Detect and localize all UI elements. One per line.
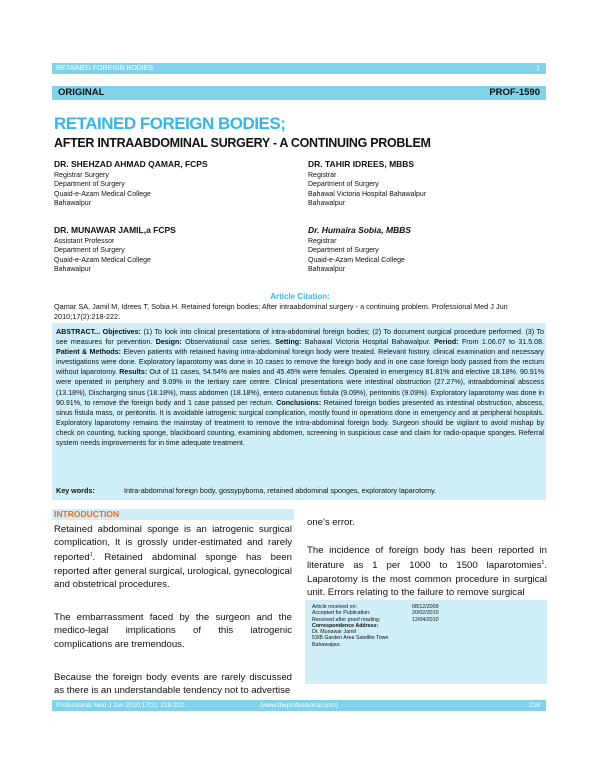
left-column — [54, 523, 292, 710]
info-value: 20/02/2010 — [412, 610, 439, 617]
running-header-bar — [52, 63, 546, 74]
author-affiliation-line: Bahawal Victoria Hospital Bahawalpur — [308, 190, 427, 198]
author-affiliation-line: Department of Surgery — [54, 181, 125, 188]
author-name: Dr. Humaira Sobia, MBBS — [308, 225, 411, 235]
author-block — [54, 226, 176, 275]
paragraph-text: . Laparotomy is the most common procedure in surgical unit. Errors relating to the failure to remove surgical — [307, 560, 547, 598]
reference-marker: 1 — [541, 560, 545, 567]
author-block — [308, 160, 426, 209]
setting-label: Setting: — [275, 338, 302, 347]
article-code: PROF-1590 — [489, 87, 540, 98]
running-page-number: 1 — [536, 65, 540, 72]
author-affiliation-line: Quaid-e-Azam Medical College — [308, 256, 405, 264]
period-label: Period: — [434, 338, 459, 347]
author-affiliation-line: Quaid-e-Azam Medical College — [54, 190, 151, 198]
results-text: Out of 11 cases, 54.54% are males and 45.45% were females. Operated in emergency 81.81% and elective 18.18%. 90.91% were operated in periphery and 9.09% in the tertiary care centre. Clinical presentations were intestinal obstruction (27.27%), intraabdominal abscess (13.18%), Discharging sinus (18.18%), mass abdomen (18.18%), entero cutaneous fistula (9.09%), peritonitis (9.09%). Exploratory laparotomy was done in 90.91%, to remove the foreign body and 1 case passed per rectum. — [56, 368, 545, 407]
correspondence-line: Dr. Munawar Jamil — [312, 629, 356, 636]
author-affiliation-line: Bahawalpur — [54, 200, 91, 207]
author-name: DR. SHEHZAD AHMAD QAMAR, FCPS — [54, 159, 208, 169]
period-text: From 1.06.07 to 31.5.08. — [458, 338, 545, 347]
introduction-heading: INTRODUCTION — [52, 509, 294, 520]
article-subtitle: AFTER INTRAABDOMINAL SURGERY - A CONTINUING PROBLEM — [54, 136, 431, 150]
author-affiliation-line: Department of Surgery — [308, 247, 379, 254]
author-name: DR. MUNAWAR JAMIL,a FCPS — [54, 225, 176, 235]
author-block — [54, 160, 208, 209]
abstract — [56, 327, 544, 448]
keywords — [56, 486, 436, 495]
keywords-text: Intra-abdominal foreign body, gossypyboma, retained abdominal sponges, exploratory laparotomy. — [124, 486, 437, 495]
results-label: Results: — [119, 368, 148, 377]
right-column — [307, 516, 547, 612]
paragraph: one's error. — [307, 517, 355, 528]
patients-methods-text: Eleven patients with retained having intra-abdominal foreign body were treated. Relevant history, clinical examination and necessary investigations were done. Exploratory laparotomy was done in 10 cases to remove the foreign body and in one case foreign body passed from the rectum without laparotomy. — [56, 348, 544, 377]
correspondence-line: Bahawalpur. — [312, 641, 342, 648]
patients-methods-label: Patient & Methods: — [56, 348, 122, 357]
author-affiliation-line: Registrar — [308, 171, 337, 179]
paragraph: Because the foreign body events are rarely discussed as there is an understandable tendency not to advertise — [54, 671, 292, 697]
author-block — [308, 226, 411, 275]
citation-heading: Article Citation: — [270, 292, 330, 301]
paragraph: The embarrassment faced by the surgeon and the medico-legal implications of this iatrogenic complications are tremendous. — [54, 612, 292, 650]
paragraph — [307, 544, 547, 599]
author-affiliation-line: Department of Surgery — [308, 181, 379, 188]
footer-page-number: 218 — [529, 702, 540, 709]
article-type: ORIGINAL — [58, 87, 105, 98]
footer-journal: Professional Med J Jun 2010;17(2): 218-222. — [56, 702, 187, 709]
objectives-text: (1) To look into clinical presentations of intra-abdominal foreign bodies; (2) To document surgical procedure performed. (3) To see measures for prevention. — [56, 328, 545, 347]
info-value: 08/12/2009 — [412, 604, 439, 610]
reference-marker: 1 — [89, 552, 93, 559]
footer-website[interactable]: (www.theprofessional.com) — [259, 702, 339, 709]
paragraph-text: The incidence of foreign body has been reported in literature as 1 per 1000 to 1500 laparotomies — [307, 545, 547, 572]
info-label: Received after proof reading: — [312, 616, 381, 623]
author-name: DR. TAHIR IDREES, MBBS — [308, 159, 415, 169]
objectives-label: Objectives: — [102, 328, 141, 336]
running-title: RETAINED FOREIGN BODIES — [56, 65, 154, 72]
info-label: Accepted for Publication: — [312, 610, 371, 617]
paragraph — [54, 523, 292, 591]
author-affiliation-line: Registrar Surgery — [54, 171, 109, 179]
design-text: Observational case series. — [181, 338, 276, 347]
author-affiliation-line: Bahawalpur — [308, 266, 345, 273]
article-info — [312, 604, 439, 648]
article-type-bar — [52, 86, 546, 100]
correspondence-label-text: Correspondence Address: — [312, 622, 379, 629]
paragraph-text: . Retained abdominal sponge has been reported after general surgical, urological, gynecological and obstetrical procedures. — [54, 552, 292, 590]
info-label: Article received on: — [312, 604, 358, 610]
author-affiliation-line: Bahawalpur — [54, 266, 91, 273]
setting-text: Bahawal Victoria Hospital Bahawalpur. — [301, 338, 435, 347]
citation-text: Qamar SA, Jamil M, Idrees T, Sobia H. Retained foreign bodies; After intraabdominal surgery - a continuing problem. Professional Med J Jun 2010;17(2):218-222. — [54, 302, 508, 321]
keywords-label: Key words: — [56, 486, 95, 495]
author-affiliation-line: Assistant Professor — [54, 237, 115, 245]
article-title: RETAINED FOREIGN BODIES; — [54, 114, 286, 133]
author-affiliation-line: Quaid-e-Azam Medical College — [54, 256, 151, 264]
author-affiliation-line: Department of Surgery — [54, 247, 125, 254]
correspondence-line: 53/B Garden Area Satellite Town — [312, 635, 389, 642]
author-affiliation-line: Bahawalpur — [308, 200, 345, 207]
conclusions-label: Conclusions: — [276, 398, 322, 407]
paragraph-text: Retained abdominal sponge is an iatrogenic surgical complication, It is grossly under-estimated and rarely reported — [54, 524, 292, 564]
abstract-label: ABSTRACT... — [56, 328, 103, 336]
conclusions-text: Retained foreign bodies presented as intestinal obstruction, abscess, sinus fistula mass, or peritonitis. It is avoidable iatrogenic surgical complication, mostly found in operations done in emergency and at peripheral hospitals. Exploratory laparotomy remains the mainstay of treatment to remove the intra-abdominal foreign body. Surgeon should be vigilant to avoid mishap by check on counting, tucking sponge, blackboard counting, examining abdomen, screening in suspicious case and claim for radio-opaque sponges. Referral system needs improvements for in time adequate treatment. — [56, 398, 544, 448]
footer-bar — [52, 700, 546, 711]
info-value: 12/04/2010 — [412, 616, 439, 623]
author-affiliation-line: Registrar — [308, 237, 337, 245]
design-label: Design: — [155, 338, 182, 347]
